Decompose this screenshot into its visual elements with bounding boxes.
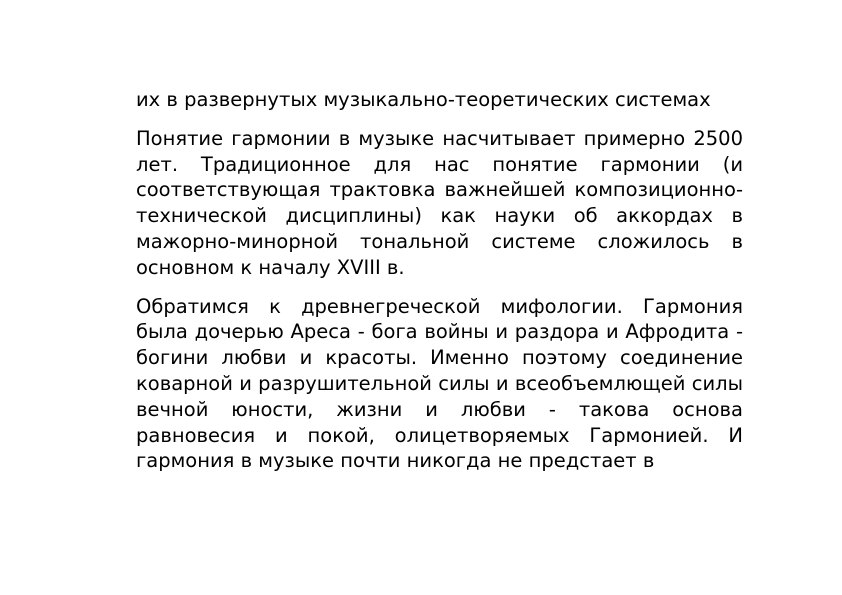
body-text [136,87,743,474]
paragraph-3: Обратимся к древнегреческой мифологии. Гармония была дочерью Ареса - бога войны и раздора и Афродита - богини любви и красоты. Именно поэтому соединение коварной и разрушительной силы и всеобъемлющей силы вечной юности, жизни и любви - такова основа равновесия и покой, олицетворяемых Гармонией. И гармония в музыке почти никогда не предстает в [136,294,743,473]
paragraph-2: Понятие гармонии в музыке насчитывает примерно 2500 лет. Традиционное для нас понятие гармонии (и соответствующая трактовка важнейшей композиционно-технической дисциплины) как науки об аккордах в мажорно-минорной тональной системе сложилось в основном к началу XVIII в. [136,126,743,279]
paragraph-1: их в развернутых музыкально-теоретических системах [136,88,711,111]
